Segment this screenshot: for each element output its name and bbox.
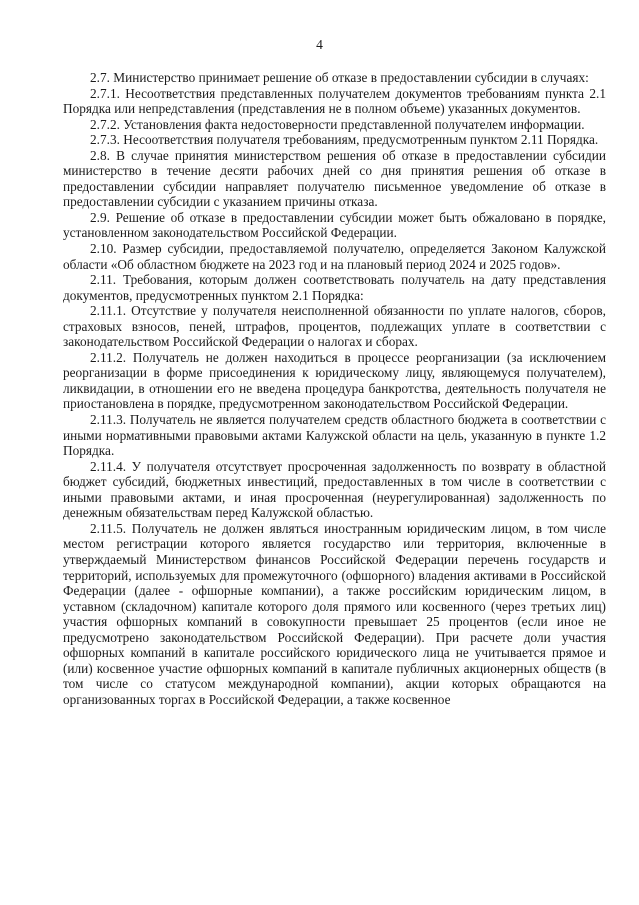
paragraph-2-9: 2.9. Решение об отказе в предоставлении субсидии может быть обжаловано в порядке, установленном законодательством Российской Федерации. (63, 209, 606, 241)
paragraph-2-11-4: 2.11.4. У получателя отсутствует просроченная задолженность по возврату в областной бюджет субсидий, бюджетных инвестиций, предоставленных в том числе в соответствии с иными правовыми актами, и иная просроченная (неурегулированная) задолженность по денежным обязательствам перед Калужской областью. (63, 458, 606, 521)
paragraph-2-11-1: 2.11.1. Отсутствие у получателя неисполненной обязанности по уплате налогов, сборов, страховых взносов, пеней, штрафов, процентов, подлежащих уплате в соответствии с законодательством Российской Федерации о налогах и сборах. (63, 303, 606, 350)
paragraph-2-10: 2.10. Размер субсидии, предоставляемой получателю, определяется Законом Калужской области «Об областном бюджете на 2023 год и на плановый период 2024 и 2025 годов». (63, 241, 606, 272)
paragraph-2-7-1: 2.7.1. Несоответствия представленных получателем документов требованиям пункта 2.1 Порядка или непредставления (представления не в полном объеме) указанных документов. (63, 85, 606, 117)
paragraph-2-11-3: 2.11.3. Получатель не является получателем средств областного бюджета в соответствии с иными нормативными правовыми актами Калужской области на цель, указанную в пункте 1.2 Порядка. (63, 412, 606, 459)
paragraph-2-7-2: 2.7.2. Установления факта недостоверности представленной получателем информации. (90, 116, 585, 132)
paragraph-2-7: 2.7. Министерство принимает решение об отказе в предоставлении субсидии в случаях: (90, 70, 589, 85)
paragraph-2-8: 2.8. В случае принятия министерством решения об отказе в предоставлении субсидии министерство в течение десяти рабочих дней со дня принятия решения об отказе в предоставлении субсидии направляет получателю письменное уведомление об отказе в предоставлении субсидии с указанием причины отказа. (63, 147, 606, 210)
document-body (63, 70, 606, 707)
page-number: 4 (316, 37, 323, 52)
paragraph-2-11: 2.11. Требования, которым должен соответствовать получатель на дату представления документов, предусмотренных пунктом 2.1 Порядка: (63, 272, 606, 303)
paragraph-2-7-3: 2.7.3. Несоответствия получателя требованиям, предусмотренным пунктом 2.11 Порядка. (90, 132, 599, 148)
paragraph-2-11-5: 2.11.5. Получатель не должен являться иностранным юридическим лицом, в том числе местом регистрации которого является государство или территория, включенные в утверждаемый Министерством финансов Российской Федерации перечень государств и территорий, используемых для промежуточного (офшорного) владения активами в Российской Федерации (далее - офшорные компании), а также российским юридическим лицом, в уставном (складочном) капитале которого доля прямого или косвенного (через третьих лиц) участия офшорных компаний в совокупности превышает 25 процентов (если иное не предусмотрено законодательством Российской Федерации). При расчете доли участия офшорных компаний в капитале российского юридического лица не учитывается прямое и (или) косвенное участие офшорных компаний в капитале публичных акционерных обществ (в том числе со статусом международной компании), акции которых обращаются на организованных торгах в Российской Федерации, а также косвенное (63, 520, 606, 707)
paragraph-2-11-2: 2.11.2. Получатель не должен находиться в процессе реорганизации (за исключением реорганизации в форме присоединения к юридическому лицу, являющемуся получателем), ликвидации, в отношении его не введена процедура банкротства, деятельность получателя не приостановлена в порядке, предусмотренном законодательством Российской Федерации. (63, 349, 606, 412)
